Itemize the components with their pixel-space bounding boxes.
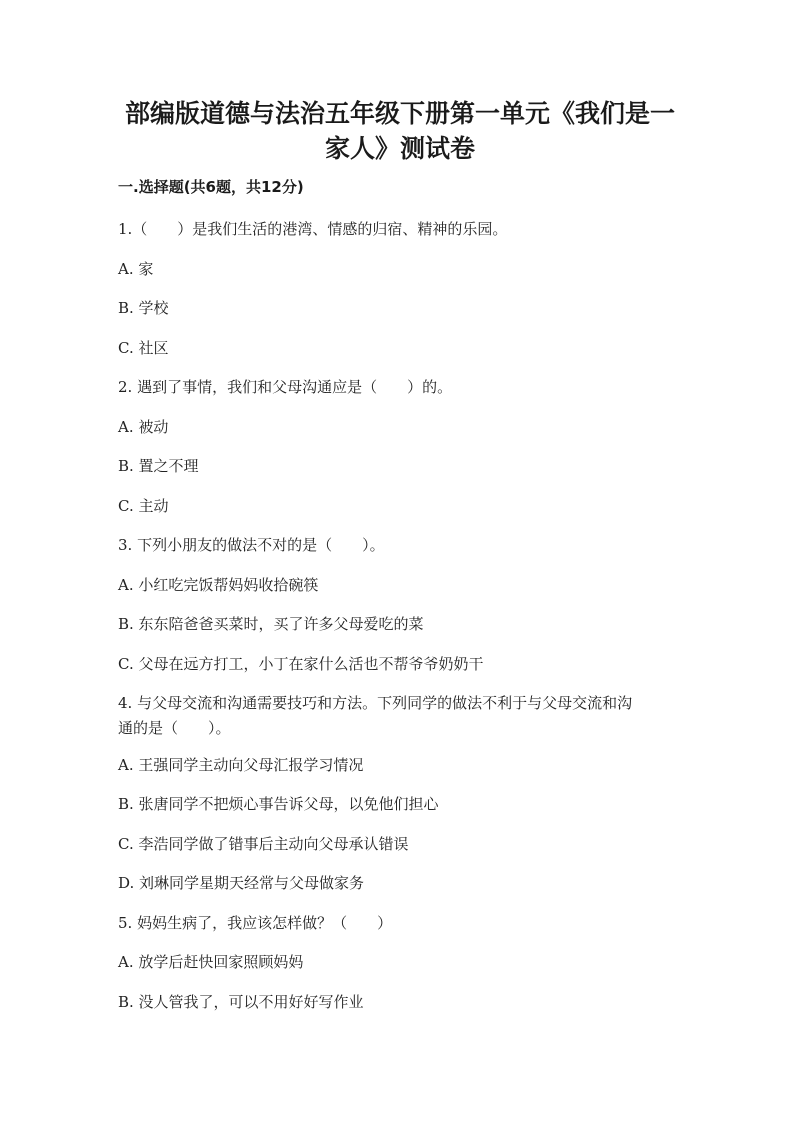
question-4-option-b: B. 张唐同学不把烦心事告诉父母，以免他们担心	[118, 795, 439, 813]
question-2-stem: 2. 遇到了事情，我们和父母沟通应是（ ）的。	[118, 378, 453, 396]
question-3-option-b: B. 东东陪爸爸买菜时，买了许多父母爱吃的菜	[118, 615, 424, 633]
question-3-option-c: C. 父母在远方打工，小丁在家什么活也不帮爷爷奶奶干	[118, 655, 484, 673]
question-5-option-a: A. 放学后赶快回家照顾妈妈	[118, 953, 304, 971]
question-4-option-d: D. 刘琳同学星期天经常与父母做家务	[118, 874, 365, 892]
question-4-option-c: C. 李浩同学做了错事后主动向父母承认错误	[118, 835, 409, 853]
question-2-option-a: A. 被动	[118, 418, 169, 436]
section-heading: 一.选择题(共6题，共12分)	[118, 178, 304, 196]
question-2-option-b: B. 置之不理	[118, 457, 199, 475]
page-title-line-1: 部编版道德与法治五年级下册第一单元《我们是一	[124, 99, 675, 128]
question-1-stem: 1.（ ）是我们生活的港湾、情感的归宿、精神的乐园。	[118, 220, 508, 238]
question-3-option-a: A. 小红吃完饭帮妈妈收拾碗筷	[118, 576, 319, 594]
question-4-stem-line-2: 通的是（ ）。	[118, 719, 231, 737]
question-3-stem: 3. 下列小朋友的做法不对的是（ ）。	[118, 536, 385, 554]
question-2-option-c: C. 主动	[118, 497, 169, 515]
question-5-stem: 5. 妈妈生病了，我应该怎样做？（ ）	[118, 914, 393, 932]
question-4-option-a: A. 王强同学主动向父母汇报学习情况	[118, 756, 364, 774]
page-title-line-2: 家人》测试卷	[324, 134, 475, 163]
question-1-option-b: B. 学校	[118, 299, 169, 317]
question-1-option-c: C. 社区	[118, 339, 169, 357]
question-4-stem-line-1: 4. 与父母交流和沟通需要技巧和方法。下列同学的做法不利于与父母交流和沟	[118, 694, 633, 712]
question-5-option-b: B. 没人管我了，可以不用好好写作业	[118, 993, 364, 1011]
question-1-option-a: A. 家	[118, 260, 154, 278]
